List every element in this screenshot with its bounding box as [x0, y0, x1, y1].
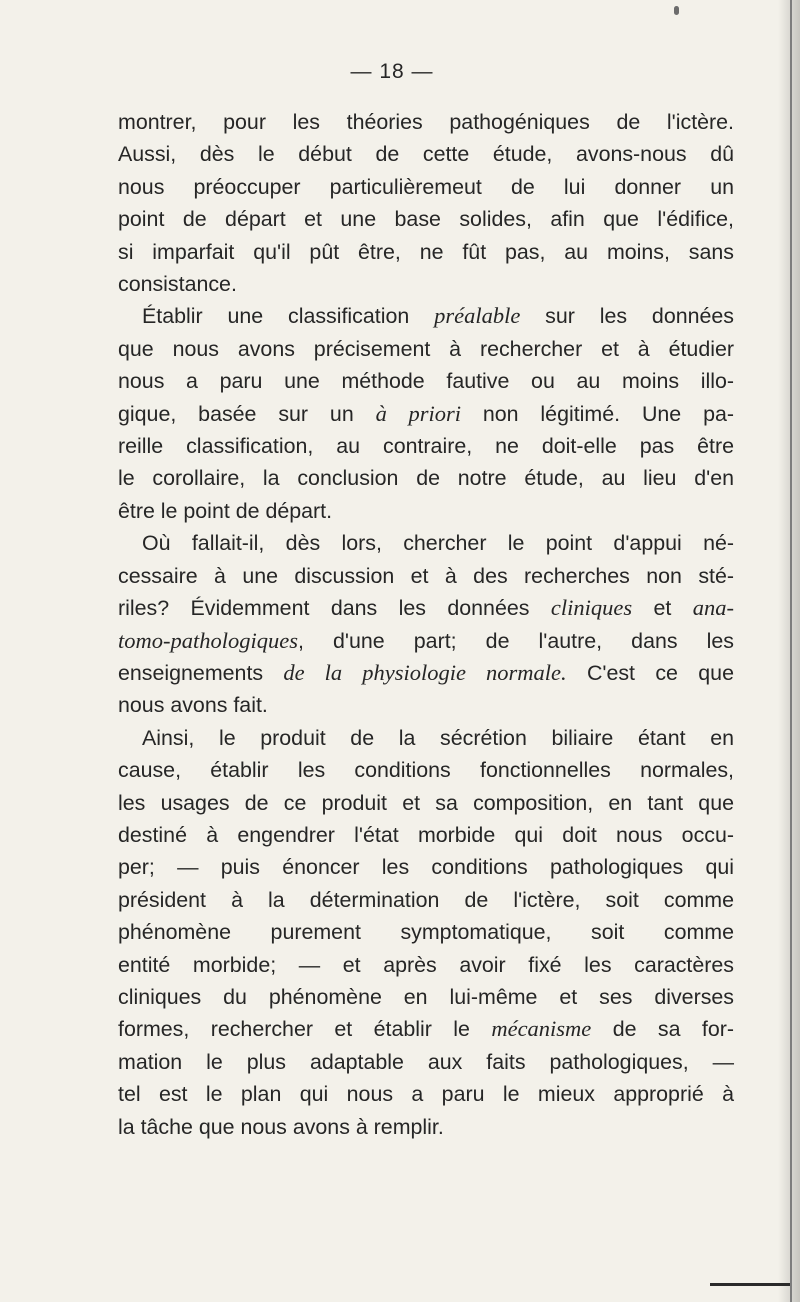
text-line [118, 236, 734, 268]
text-line [118, 592, 734, 624]
text-segment: nous avons fait. [118, 693, 268, 718]
text-segment: enseignements [118, 660, 284, 685]
text-segment: la tâche que nous avons à remplir. [118, 1114, 444, 1139]
text-line [118, 106, 734, 138]
text-line [118, 884, 734, 916]
text-segment: , d'une part; de l'autre, dans les [298, 628, 734, 653]
text-line [118, 495, 734, 527]
text-segment: montrer, pour les théories pathogéniques de l'ictère. [118, 110, 734, 134]
text-segment: que nous avons précisement à rechercher et à étudier [118, 336, 734, 361]
text-segment: point de départ et une base solides, afin que l'édifice, [118, 207, 734, 232]
italic-term: préalable [434, 303, 521, 329]
text-line [118, 1013, 734, 1045]
text-segment: de sa for- [591, 1017, 734, 1042]
text-segment: nous a paru une méthode fautive ou au moins illo- [118, 369, 734, 394]
text-line [118, 754, 734, 786]
text-line [118, 787, 734, 819]
text-line [118, 171, 734, 203]
text-line [118, 625, 734, 657]
text-segment: destiné à engendrer l'état morbide qui doit nous occu- [118, 822, 734, 847]
text-segment: riles? Évidemment dans les données [118, 596, 551, 621]
page-edge-line [790, 0, 792, 1302]
text-line [118, 689, 734, 721]
italic-term: tomo-pathologiques [118, 627, 298, 653]
text-line [118, 981, 734, 1013]
page-edge-shadow [778, 0, 800, 1302]
text-segment: consistance. [118, 272, 237, 297]
text-segment: le corollaire, la conclusion de notre étude, au lieu d'en [118, 466, 734, 491]
text-segment: mation le plus adaptable aux faits pathologiques, — [118, 1049, 734, 1074]
text-line [118, 657, 734, 689]
text-segment: cause, établir les conditions fonctionnelles normales, [118, 758, 734, 783]
text-segment: sur les données [520, 304, 734, 329]
text-line [118, 430, 734, 462]
text-line [118, 1111, 734, 1143]
text-segment: gique, basée sur un [118, 401, 376, 426]
text-segment: nous préoccuper particulièremeut de lui donner un [118, 174, 734, 199]
text-segment: phénomène purement symptomatique, soit comme [118, 920, 734, 945]
text-segment: être le point de départ. [118, 498, 333, 523]
text-segment: non légitimé. Une pa- [460, 401, 735, 426]
page-number: — 18 — [350, 60, 434, 83]
italic-term: cliniques [550, 595, 633, 621]
italic-term: ana- [692, 595, 735, 621]
bottom-rule [710, 1283, 790, 1286]
text-segment: Où fallait-il, dès lors, chercher le point d'appui né- [142, 531, 734, 556]
text-segment: et [632, 596, 693, 621]
text-line [118, 1046, 734, 1078]
text-line [118, 1078, 734, 1110]
ink-spot [674, 6, 679, 15]
text-segment: formes, rechercher et établir le [118, 1017, 492, 1042]
text-line [118, 268, 734, 300]
text-segment: entité morbide; — et après avoir fixé les caractères [118, 952, 734, 977]
text-line [118, 138, 734, 170]
text-segment: cessaire à une discussion et à des recherches non sté- [118, 563, 734, 588]
text-segment: Aussi, dès le début de cette étude, avons-nous dû [118, 142, 734, 167]
text-segment: cliniques du phénomène en lui-même et ses diverses [118, 984, 734, 1009]
text-line [118, 333, 734, 365]
text-segment: C'est ce que [566, 660, 734, 685]
text-line [118, 560, 734, 592]
text-line [118, 398, 734, 430]
text-segment: tel est le plan qui nous a paru le mieux approprié à [118, 1082, 734, 1107]
text-line [118, 527, 734, 559]
text-segment: per; — puis énoncer les conditions pathologiques qui [118, 855, 734, 880]
text-line [118, 916, 734, 948]
text-line [118, 462, 734, 494]
italic-term: de la physiologie normale. [283, 659, 567, 685]
text-line [118, 300, 734, 332]
text-line [118, 203, 734, 235]
text-segment: Établir une classification [142, 304, 435, 329]
italic-term: mécanisme [491, 1016, 592, 1042]
text-line [118, 819, 734, 851]
text-segment: les usages de ce produit et sa composition, en tant que [118, 790, 734, 815]
text-segment: reille classification, au contraire, ne doit-elle pas être [118, 434, 734, 459]
text-segment: Ainsi, le produit de la sécrétion biliaire étant en [142, 725, 734, 750]
text-segment: si imparfait qu'il pût être, ne fût pas, au moins, sans [118, 239, 734, 264]
body-text [118, 106, 734, 1143]
text-segment: président à la détermination de l'ictère, soit comme [118, 887, 734, 912]
text-line [118, 949, 734, 981]
text-line [118, 365, 734, 397]
text-line [118, 722, 734, 754]
text-line [118, 851, 734, 883]
italic-term: à priori [375, 400, 461, 426]
